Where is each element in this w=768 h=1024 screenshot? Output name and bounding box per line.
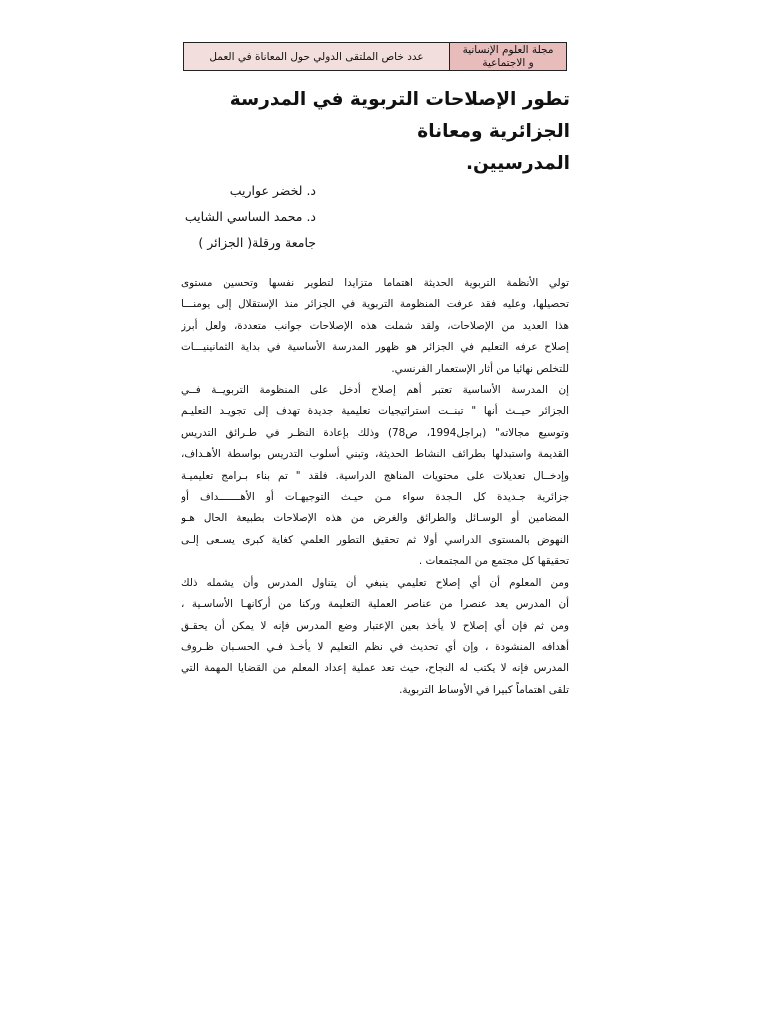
text-line: جزائرية جـديدة كل الـجدة سواء مـن حيـث التوجيهـات أو الأهـــــــداف أو bbox=[181, 491, 569, 504]
text-line: للتخلص نهائيا من أثار الإستعمار الفرنسي. bbox=[391, 362, 569, 375]
special-issue-text: عدد خاص الملتقى الدولي حول المعاناة في العمل bbox=[209, 50, 424, 63]
text-line: وإدخــال تعديلات على محتويات المناهج الدراسية. فلقد " تم بناء بـرامج تعليميـة bbox=[181, 469, 569, 482]
text-line: المدرس فإنه لا يكتب له النجاح، حيث تعد عملية إعداد المعلم من القضايا المهمة التي bbox=[181, 662, 569, 675]
text-line: أهدافه المنشودة ، وإن أي تحديث في نظم التعليم لا يأخـذ فـي الحسـبان ظـروف bbox=[181, 640, 569, 653]
text-line: أن المدرس يعد عنصرا من عناصر العملية التعليمة وركنا من أركانهـا الأساسـية ، bbox=[181, 598, 569, 611]
author-2: د. محمد الساسي الشايب bbox=[184, 209, 316, 224]
article-title bbox=[180, 84, 570, 180]
text-line: ومن ثم فإن أي إصلاح لا يأخذ بعين الإعتبار وضع المدرس فإنه لا يمكن أن يحقـق bbox=[181, 619, 569, 632]
article-body bbox=[181, 273, 569, 701]
text-line: القديمة واستبدلها بطرائف النشاط الحديثة، وتبني أسلوب التدريس بواسطة الأهـداف، bbox=[181, 448, 569, 461]
text-line: الجزائر حيــث أنها " تبنــت استراتيجيات تعليمية جديدة تهدف إلى تجويـد التعليـم bbox=[181, 405, 569, 418]
journal-header bbox=[183, 42, 567, 71]
journal-name-label bbox=[450, 43, 566, 70]
text-line: ومن المعلوم أن أي إصلاح تعليمي ينبغي أن يتناول المدرس وأن يشمله ذلك bbox=[181, 576, 569, 589]
text-line: النهوض بالمستوى الدراسي أولا ثم تحقيق التطور العلمي كغاية كبرى يسـعى إلـى bbox=[181, 533, 569, 546]
text-line: وتوسيع مجالاته" (براجل1994، ص78) وذلك بإعادة النظـر في طـرائق التدريس bbox=[181, 426, 569, 439]
paragraph-1 bbox=[181, 273, 569, 380]
special-issue-label bbox=[184, 43, 450, 70]
text-line: إن المدرسة الأساسية تعتبر أهم إصلاح أدخل على المنظومة التربويــة فــي bbox=[181, 384, 569, 397]
text-line: المضامين أو الوسـائل والطرائق والغرض من هذه الإصلاحات بطبيعة الحال هـو bbox=[181, 512, 569, 525]
text-line: هذا العديد من الإصلاحات، ولقد شملت هذه الإصلاحات جوانب متعددة، ولعل أبرز bbox=[181, 319, 569, 332]
author-affiliation: جامعة ورقلة( الجزائر ) bbox=[198, 235, 316, 250]
author-1: د. لخضر عواريب bbox=[229, 183, 316, 198]
journal-name-line2: و الاجتماعية bbox=[482, 56, 534, 69]
author-block bbox=[180, 178, 316, 256]
text-line: تحصيلها، وعليه فقد عرفت المنظومة التربوية في الجزائر منذ الإستقلال إلى يومنـــا bbox=[181, 298, 569, 311]
text-line: تلقى اهتماماً كبيرا في الأوساط التربوية. bbox=[399, 683, 569, 696]
text-line: تحقيقها كل مجتمع من المجتمعات . bbox=[418, 555, 569, 568]
text-line: تولي الأنظمة التربوية الحديثة اهتماما متزايدا لتطوير نفسها وتحسين مستوى bbox=[181, 277, 569, 289]
article-title-line1: تطور الإصلاحات التربوية في المدرسة الجزائرية ومعاناة bbox=[229, 89, 570, 142]
article-title-line2: المدرسيين. bbox=[466, 153, 570, 174]
journal-name-line1: مجلة العلوم الإنسانية bbox=[462, 43, 554, 56]
paragraph-3 bbox=[181, 573, 569, 701]
paragraph-2 bbox=[181, 380, 569, 573]
text-line: إصلاح عرفه التعليم في الجزائر هو ظهور المدرسة الأساسية في بداية الثمانينيـــات bbox=[181, 341, 569, 354]
